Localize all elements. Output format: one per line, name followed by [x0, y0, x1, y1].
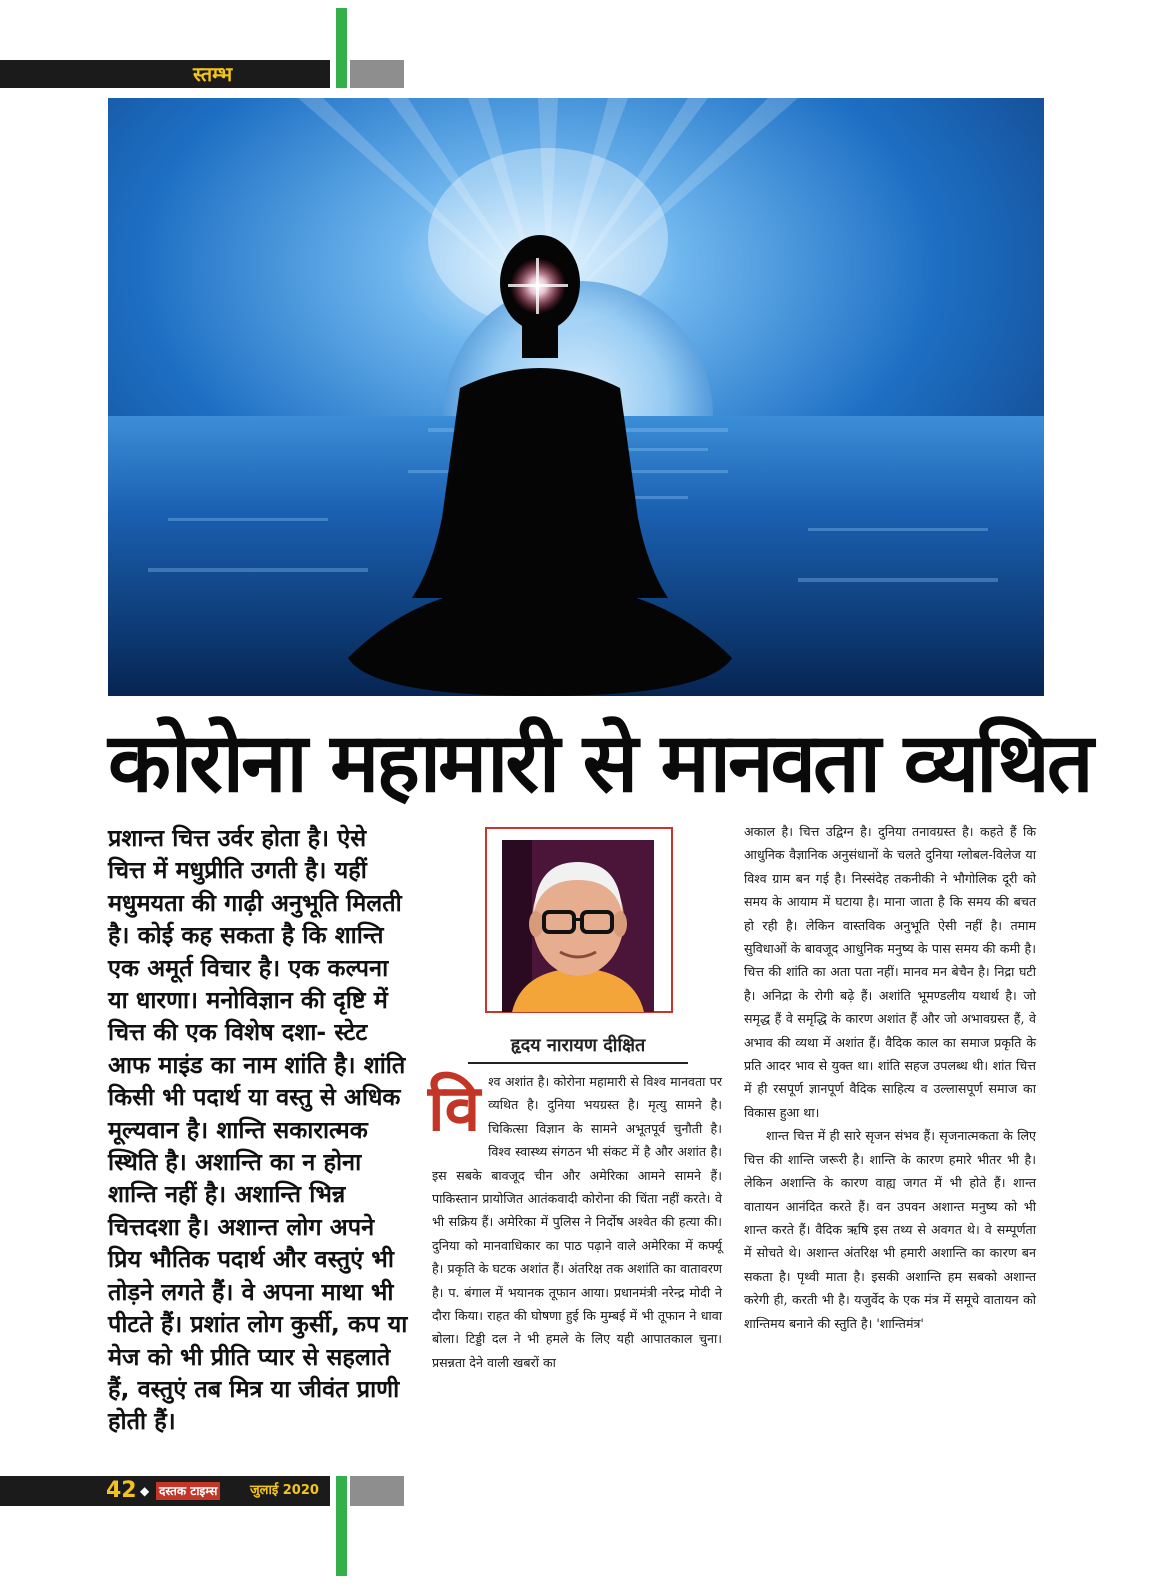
- body-column-right: [744, 820, 1036, 1335]
- magazine-name: दस्तक टाइम्स: [156, 1482, 220, 1500]
- article-headline: कोरोना महामारी से मानवता व्यथित: [108, 716, 1091, 811]
- author-name: हृदय नारायण दीक्षित: [510, 1035, 646, 1056]
- footer-green-accent: [336, 1476, 347, 1576]
- body-text-middle: श्व अशांत है। कोरोना महामारी से विश्व मानवता पर व्यथित है। दुनिया भयग्रस्त है। मृत्यु सामने है। चिकित्सा विज्ञान के सामने अभूतपूर्व चुनौती है। विश्व स्वास्थ्य संगठन भी संकट में है और अशांत है। इस सबके बावजूद चीन और अमेरिका आमने सामने हैं। पाकिस्तान प्रायोजित आतंकवादी कोरोना की चिंता नहीं करते। वे भी सक्रिय हैं। अमेरिका में पुलिस ने निर्दोष अश्वेत की हत्या की। दुनिया को मानवाधिकार का पाठ पढ़ाने वाले अमेरिका में कर्फ्यू है। प्रकृति के घटक अशांत हैं। अंतरिक्ष तक अशांति का वातावरण है। प. बंगाल में भयानक तूफान आया। प्रधानमंत्री नरेन्द्र मोदी ने दौरा किया। राहत की घोषणा हुई कि मुम्बई में भी तूफान ने धावा बोला। टिड्डी दल ने भी हमले के लिए यही आपातकाल चुना। प्रसन्नता देने वाली खबरों का: [432, 1074, 722, 1370]
- meditation-illustration: [108, 98, 1044, 696]
- author-divider: [468, 1062, 688, 1064]
- section-header-bar: [0, 60, 330, 88]
- footer-separator: ◆: [140, 1484, 150, 1498]
- section-label: स्तम्भ: [193, 62, 233, 86]
- body-paragraph: शान्त चित्त में ही सारे सृजन संभव हैं। सृजनात्मकता के लिए चित्त की शान्ति जरूरी है। शान्ति के कारण हमारे भीतर भी है। लेकिन अशान्ति के कारण वाह्य जगत में भी होते हैं। शान्त वातायन आनंदित करते हैं। वन उपवन अशान्त मनुष्य को भी शान्त करते हैं। वैदिक ऋषि इस तथ्य से अवगत थे। वे सम्पूर्णता में सोचते थे। अशान्त अंतरिक्ष भी हमारी अशान्ति का कारण बन सकता है। पृथ्वी माता है। इसकी अशान्ति हम सबको अशान्त करेगी ही, करती भी है। यजुर्वेद के एक मंत्र में समूचे वातायन को शान्तिमय बनाने की स्तुति है। 'शान्तिमंत्र': [744, 1128, 1036, 1331]
- gray-accent-block: [350, 60, 404, 88]
- drop-cap: वि: [428, 1072, 481, 1146]
- green-accent-bar: [336, 8, 347, 88]
- author-photo: [502, 840, 654, 1012]
- hero-image: [108, 98, 1044, 696]
- author-portrait-illustration: [502, 840, 654, 1012]
- footer-gray-block: [350, 1476, 404, 1506]
- page-number: 42: [106, 1478, 137, 1503]
- lead-paragraph: प्रशान्त चित्त उर्वर होता है। ऐसे चित्त में मधुप्रीति उगती है। यहीं मधुमयता की गाढ़ी अनुभूति मिलती है। कोई कह सकता है कि शान्ति एक अमूर्त विचार है। एक कल्पना या धारणा। मनोविज्ञान की दृष्टि में चित्त की एक विशेष दशा- स्टेट आफ माइंड का नाम शांति है। शांति किसी भी पदार्थ या वस्तु से अधिक मूल्यवान है। शान्ति सकारात्मक स्थिति है। अशान्ति का न होना शान्ति नहीं है। अशान्ति भिन्न चित्तदशा है। अशान्त लोग अपने प्रिय भौतिक पदार्थ और वस्तुएं भी तोड़ने लगते हैं। वे अपना माथा भी पीटते हैं। प्रशांत लोग कुर्सी, कप या मेज को भी प्रीति प्यार से सहलाते हैं, वस्तुएं तब मित्र या जीवंत प्राणी होती हैं।: [108, 824, 408, 1436]
- body-column-middle: [428, 1070, 722, 1374]
- body-paragraph: अकाल है। चित्त उद्विग्न है। दुनिया तनावग्रस्त है। कहते हैं कि आधुनिक वैज्ञानिक अनुसंधानों के चलते दुनिया ग्लोबल-विलेज या विश्व ग्राम बन गई है। निस्संदेह तकनीकी ने भौगोलिक दूरी को समय के आयाम में घटाया है। माना जाता है कि समय की बचत हो रही है। लेकिन वास्तविक अनुभूति ऐसी नहीं है। तमाम सुविधाओं के बावजूद आधुनिक मनुष्य के पास समय की कमी है। चित्त की शांति का अता पता नहीं। मानव मन बेचैन है। निद्रा घटी है। अनिद्रा के रोगी बढ़े हैं। अशांति भूमण्डलीय यथार्थ है। जो समृद्ध हैं वे समृद्धि के कारण अशांत हैं और जो अभावग्रस्त हैं, वे अभाव की व्यथा में अशांत हैं। वैदिक काल का समाज प्रकृति के प्रति आदर भाव से युक्त था। शांति सहज उपलब्ध थी। शांत चित्त में ही रसपूर्ण ज्ञानपूर्ण वैदिक साहित्य व उल्लासपूर्ण समाज का विकास हुआ था।: [744, 824, 1036, 1120]
- issue-date: जुलाई 2020: [250, 1483, 319, 1498]
